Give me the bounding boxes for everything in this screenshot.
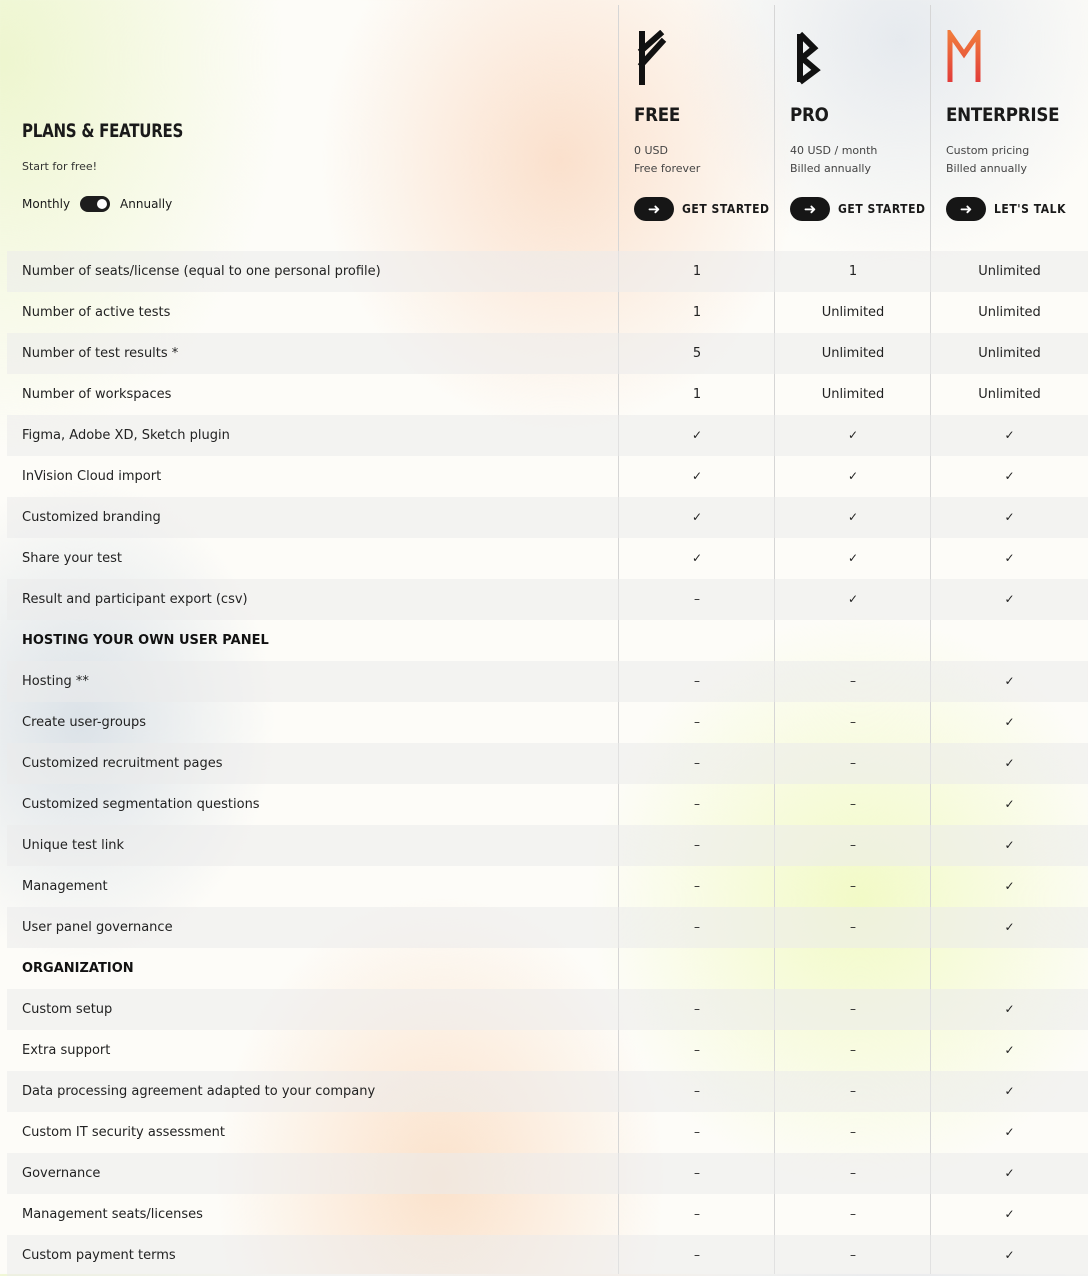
- check-icon-pro: ✓: [847, 428, 859, 442]
- feature-name: Customized recruitment pages: [22, 756, 223, 771]
- section-header-row: [7, 620, 1088, 661]
- check-icon-enterprise: ✓: [1004, 674, 1015, 688]
- feature-row: [7, 251, 1088, 292]
- feature-name: Governance: [22, 1166, 101, 1181]
- check-icon-enterprise: ✓: [1004, 469, 1015, 483]
- plan-price: Custom pricing: [946, 144, 1030, 157]
- dash-free: –: [694, 920, 700, 934]
- feature-row: [7, 333, 1088, 374]
- feature-name: Number of seats/license (equal to one personal profile): [22, 264, 381, 279]
- check-icon-enterprise: ✓: [1004, 1002, 1015, 1016]
- check-icon-enterprise: ✓: [1004, 1043, 1015, 1057]
- check-icon-enterprise: ✓: [1004, 1166, 1015, 1180]
- dash-free: –: [694, 1084, 700, 1098]
- feature-name: Data processing agreement adapted to your company: [22, 1084, 376, 1099]
- dash-free: –: [694, 592, 700, 606]
- value-pro: Unlimited: [821, 387, 885, 402]
- dash-free: –: [694, 1248, 700, 1262]
- check-icon-free: ✓: [691, 469, 703, 483]
- dash-pro: –: [850, 756, 856, 770]
- value-pro: 1: [848, 264, 858, 279]
- dash-free: –: [694, 756, 700, 770]
- feature-row: [7, 1030, 1088, 1071]
- monthly-label[interactable]: Monthly: [22, 197, 71, 211]
- plan-name: PRO: [790, 104, 829, 126]
- feature-name: InVision Cloud import: [22, 469, 162, 484]
- lets-talk-button[interactable]: [946, 197, 1074, 221]
- check-icon-enterprise: ✓: [1004, 838, 1015, 852]
- check-icon-enterprise: ✓: [1004, 1084, 1015, 1098]
- feature-name: User panel governance: [22, 920, 173, 935]
- feature-table: [7, 251, 1088, 1276]
- feature-row: [7, 784, 1088, 825]
- feature-row: [7, 1112, 1088, 1153]
- check-icon-pro: ✓: [847, 510, 859, 524]
- value-enterprise: Unlimited: [978, 305, 1041, 320]
- dash-pro: –: [850, 1166, 856, 1180]
- plan-name: FREE: [634, 104, 681, 126]
- check-icon-enterprise: ✓: [1004, 1125, 1015, 1139]
- check-icon-free: ✓: [691, 510, 703, 524]
- feature-row: [7, 866, 1088, 907]
- dash-free: –: [694, 838, 700, 852]
- dash-pro: –: [850, 1125, 856, 1139]
- value-pro: Unlimited: [821, 305, 885, 320]
- check-icon-pro: ✓: [847, 551, 859, 565]
- rune-m-icon: [942, 30, 986, 86]
- billing-toggle[interactable]: [80, 196, 110, 212]
- check-icon-free: ✓: [691, 551, 703, 565]
- dash-pro: –: [850, 1084, 856, 1098]
- check-icon-enterprise: ✓: [1004, 592, 1015, 606]
- feature-name: Customized branding: [22, 510, 161, 525]
- dash-free: –: [694, 1166, 700, 1180]
- plan-free: [618, 0, 774, 250]
- plan-name: ENTERPRISE: [946, 104, 1060, 126]
- section-title: ORGANIZATION: [22, 961, 134, 976]
- feature-row: [7, 497, 1088, 538]
- dash-free: –: [694, 879, 700, 893]
- value-enterprise: Unlimited: [978, 387, 1041, 402]
- feature-row: [7, 456, 1088, 497]
- dash-free: –: [694, 715, 700, 729]
- feature-row: [7, 1071, 1088, 1112]
- feature-name: Management seats/licenses: [22, 1207, 203, 1222]
- plan-billing: Billed annually: [790, 162, 871, 175]
- feature-name: Number of active tests: [22, 305, 171, 320]
- plan-billing: Billed annually: [946, 162, 1027, 175]
- arrow-right-icon: ➜: [946, 197, 986, 221]
- feature-row: [7, 1235, 1088, 1276]
- value-free: 1: [692, 387, 702, 402]
- feature-row: [7, 1153, 1088, 1194]
- feature-row: [7, 538, 1088, 579]
- check-icon-enterprise: ✓: [1004, 1248, 1015, 1262]
- feature-row: [7, 907, 1088, 948]
- check-icon-free: ✓: [691, 428, 703, 442]
- feature-name: Unique test link: [22, 838, 125, 853]
- feature-name: Custom payment terms: [22, 1248, 176, 1263]
- dash-pro: –: [850, 838, 856, 852]
- arrow-right-icon: ➜: [790, 197, 830, 221]
- billing-switch: [22, 196, 172, 212]
- dash-free: –: [694, 797, 700, 811]
- rune-b-icon: [786, 30, 826, 86]
- check-icon-enterprise: ✓: [1004, 920, 1015, 934]
- feature-name: Custom IT security assessment: [22, 1125, 225, 1140]
- feature-name: Management: [22, 879, 108, 894]
- feature-row: [7, 415, 1088, 456]
- section-title: HOSTING YOUR OWN USER PANEL: [22, 633, 269, 648]
- dash-pro: –: [850, 1002, 856, 1016]
- value-free: 5: [692, 346, 702, 361]
- feature-name: Figma, Adobe XD, Sketch plugin: [22, 428, 230, 443]
- feature-name: Create user-groups: [22, 715, 147, 730]
- feature-name: Number of workspaces: [22, 387, 172, 402]
- page-subtitle: Start for free!: [22, 160, 98, 173]
- feature-name: Custom setup: [22, 1002, 113, 1017]
- rune-f-icon: [630, 30, 670, 86]
- plan-billing: Free forever: [634, 162, 701, 175]
- feature-row: [7, 825, 1088, 866]
- annually-label[interactable]: Annually: [120, 197, 173, 211]
- feature-row: [7, 579, 1088, 620]
- feature-name: Extra support: [22, 1043, 111, 1058]
- check-icon-enterprise: ✓: [1004, 510, 1015, 524]
- check-icon-enterprise: ✓: [1004, 879, 1015, 893]
- dash-free: –: [694, 1002, 700, 1016]
- check-icon-enterprise: ✓: [1004, 715, 1015, 729]
- feature-name: Share your test: [22, 551, 122, 566]
- dash-pro: –: [850, 879, 856, 893]
- value-enterprise: Unlimited: [978, 264, 1041, 279]
- feature-name: Result and participant export (csv): [22, 592, 248, 607]
- feature-name: Number of test results *: [22, 346, 179, 361]
- get-started-button[interactable]: [634, 197, 779, 221]
- dash-pro: –: [850, 1043, 856, 1057]
- feature-row: [7, 702, 1088, 743]
- value-free: 1: [692, 305, 702, 320]
- plan-price: 0 USD: [634, 144, 668, 157]
- check-icon-enterprise: ✓: [1004, 797, 1015, 811]
- dash-pro: –: [850, 1248, 856, 1262]
- dash-pro: –: [850, 920, 856, 934]
- value-enterprise: Unlimited: [978, 346, 1041, 361]
- feature-row: [7, 1194, 1088, 1235]
- feature-row: [7, 292, 1088, 333]
- check-icon-pro: ✓: [847, 592, 859, 606]
- value-pro: Unlimited: [821, 346, 885, 361]
- dash-free: –: [694, 1043, 700, 1057]
- check-icon-enterprise: ✓: [1004, 428, 1015, 442]
- feature-row: [7, 989, 1088, 1030]
- check-icon-enterprise: ✓: [1004, 1207, 1015, 1221]
- arrow-right-icon: ➜: [634, 197, 674, 221]
- cta-label: GET STARTED: [682, 202, 770, 216]
- value-free: 1: [692, 264, 702, 279]
- feature-name: Hosting **: [22, 674, 89, 689]
- feature-name: Customized segmentation questions: [22, 797, 260, 812]
- get-started-button[interactable]: [790, 197, 935, 221]
- check-icon-enterprise: ✓: [1004, 551, 1015, 565]
- toggle-knob: [97, 199, 107, 209]
- plan-price: 40 USD / month: [790, 144, 878, 157]
- plan-enterprise: [930, 0, 1088, 250]
- dash-pro: –: [850, 674, 856, 688]
- cta-label: GET STARTED: [838, 202, 926, 216]
- cta-label: LET'S TALK: [994, 202, 1067, 216]
- dash-free: –: [694, 1125, 700, 1139]
- check-icon-enterprise: ✓: [1004, 756, 1015, 770]
- feature-row: [7, 374, 1088, 415]
- feature-row: [7, 743, 1088, 784]
- dash-free: –: [694, 1207, 700, 1221]
- feature-row: [7, 661, 1088, 702]
- section-header-row: [7, 948, 1088, 989]
- dash-pro: –: [850, 715, 856, 729]
- page-title: PLANS & FEATURES: [22, 120, 184, 142]
- dash-pro: –: [850, 797, 856, 811]
- dash-pro: –: [850, 1207, 856, 1221]
- dash-free: –: [694, 674, 700, 688]
- check-icon-pro: ✓: [847, 469, 859, 483]
- plan-pro: [774, 0, 930, 250]
